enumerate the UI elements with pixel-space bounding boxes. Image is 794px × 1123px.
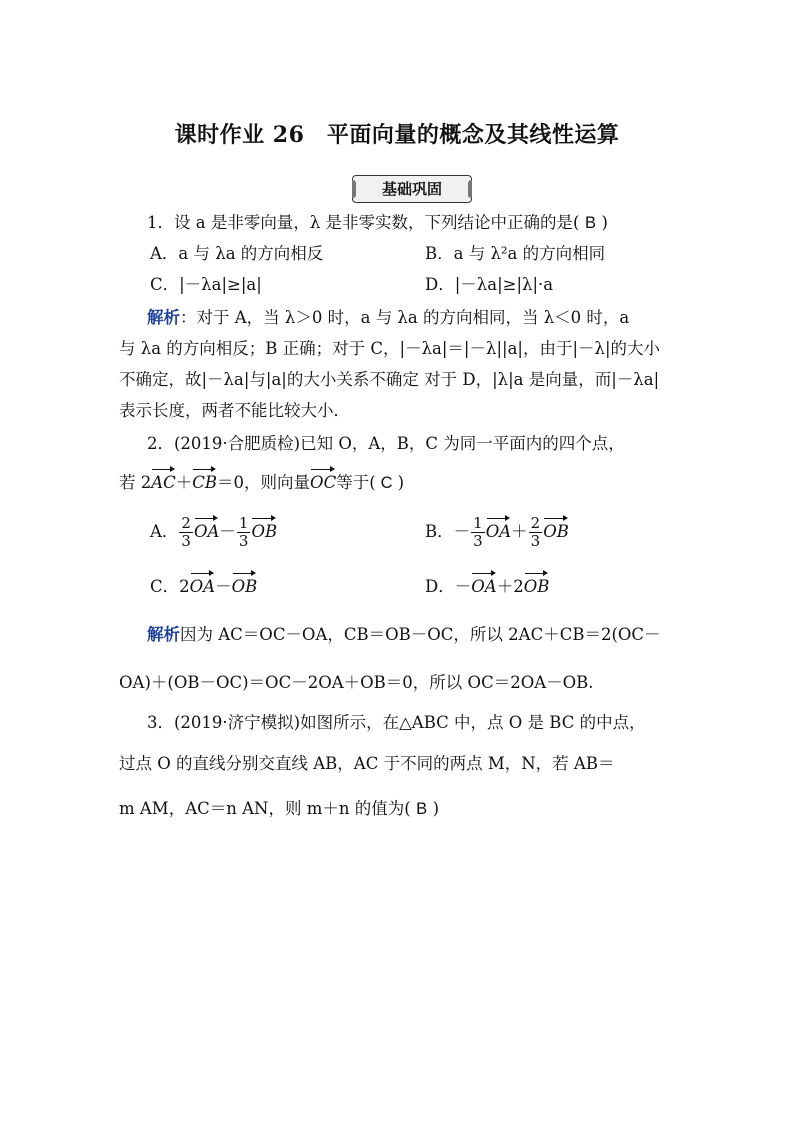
vector-oa: OA (190, 570, 215, 598)
page-title: 课时作业 26 平面向量的概念及其线性运算 (174, 122, 620, 148)
q2-option-d: D．－OA＋2OB (425, 570, 549, 598)
vector-ob: OB (543, 515, 569, 543)
vector-oa: OA (194, 515, 219, 543)
fraction: $\frac{1}{3}$ (238, 514, 249, 550)
q1-option-d: D．|－λa|≥|λ|·a (425, 275, 554, 294)
q3-answer: B (416, 800, 428, 818)
q2-stem-line-2: 若 2AC＋CB＝0，则向量OC等于( C ) (119, 466, 404, 494)
q2-stem-line-1: 2．(2019·合肥质检)已知 O，A，B，C 为同一平面内的四个点， (147, 434, 625, 453)
q1-analysis-label: 解析 (147, 308, 180, 327)
fraction: $\frac{2}{3}$ (181, 514, 191, 550)
q1-answer: B (584, 214, 596, 232)
vector-ac: AC (151, 466, 176, 494)
vector-cb: CB (192, 466, 217, 494)
section-badge: 基础巩固 (352, 175, 472, 203)
q1-analysis-line-3: 不确定，故|－λa|与|a|的大小关系不确定 对于 D，|λ|a 是向量，而|－λa| (119, 370, 660, 389)
vector-oa: OA (471, 570, 496, 598)
q2-analysis-line-2: OA)＋(OB－OC)＝OC－2OA＋OB＝0，所以 OC＝2OA－OB. (119, 673, 594, 692)
q3-stem-line-1: 3．(2019·济宁模拟)如图所示，在△ABC 中，点 O 是 BC 的中点， (147, 713, 646, 732)
q2-analysis-line-1: 解析因为 AC＝OC－OA，CB＝OB－OC，所以 2AC＋CB＝2(OC－ (147, 625, 661, 644)
vector-ob: OB (251, 515, 277, 543)
q2-option-c: C．2OA－OB (150, 570, 257, 598)
q1-stem: 1．设 a 是非零向量，λ 是非零实数，下列结论中正确的是( B ) (147, 213, 608, 232)
q2-option-b: B．－ $\frac{1}{3}$ OA＋ $\frac{2}{3}$ OB (425, 514, 569, 550)
fraction: $\frac{2}{3}$ (530, 514, 541, 550)
q2-answer: C (380, 474, 393, 492)
q1-option-b: B．a 与 λ²a 的方向相同 (425, 244, 606, 263)
q3-stem-line-3: m AM，AC＝n AN，则 m＋n 的值为( B ) (119, 799, 440, 818)
q1-analysis-line-1: 解析：对于 A，当 λ＞0 时，a 与 λa 的方向相同，当 λ＜0 时，a (147, 308, 630, 327)
q1-analysis-line-2: 与 λa 的方向相反；B 正确；对于 C，|－λa|＝|－λ||a|，由于|－λ|的大小 (119, 339, 661, 358)
vector-ob: OB (524, 570, 550, 598)
q1-option-c: C．|－λa|≥|a| (150, 275, 262, 294)
q2-option-a: A． $\frac{2}{3}$ OA－ $\frac{1}{3}$ OB (150, 514, 278, 550)
vector-ob: OB (232, 570, 258, 598)
q3-stem-line-2: 过点 O 的直线分别交直线 AB，AC 于不同的两点 M，N，若 AB＝ (119, 754, 615, 773)
vector-oa: OA (486, 515, 511, 543)
q2-analysis-label: 解析 (147, 625, 180, 644)
vector-oc: OC (310, 466, 336, 494)
fraction: $\frac{1}{3}$ (473, 514, 483, 550)
q1-analysis-line-4: 表示长度，两者不能比较大小． (119, 401, 350, 420)
q1-option-a: A．a 与 λa 的方向相反 (150, 244, 324, 263)
